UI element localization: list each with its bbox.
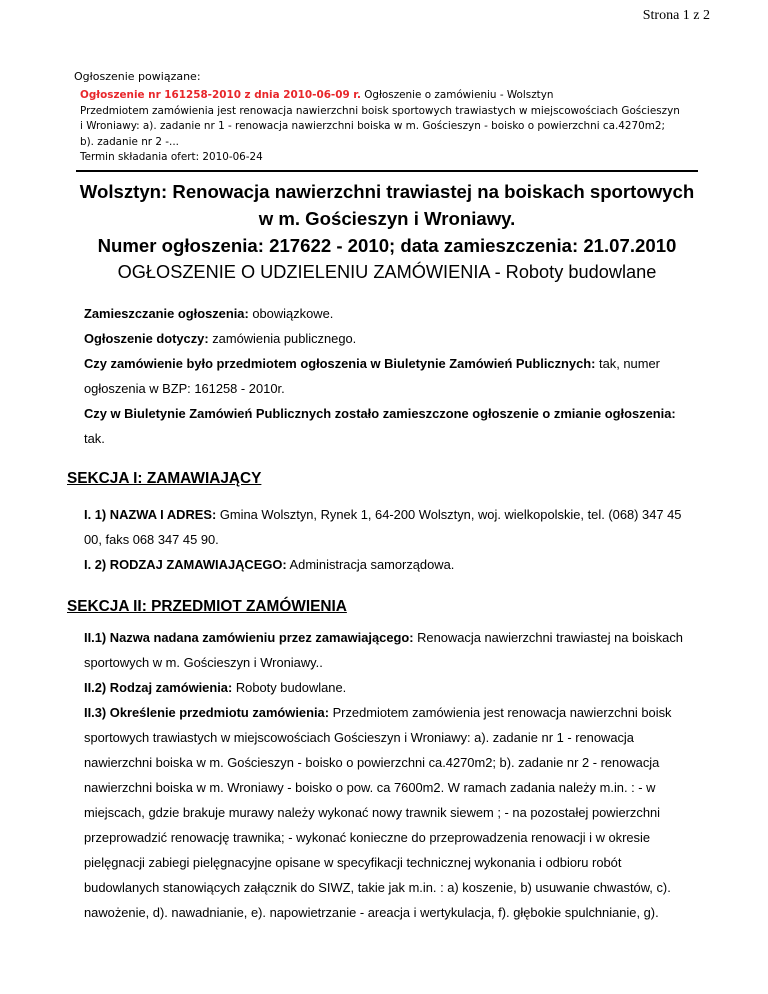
field-publication [84,301,694,326]
section-heading-subject: SEKCJA II: PRZEDMIOT ZAMÓWIENIA [67,598,347,615]
subject-text-line: miejscach, gdzie brakuje murawy należy wykonać nowy trawnik siewem ; - na pozostałej powierzchni [84,805,661,820]
field-label: I. 1) NAZWA I ADRES: [84,507,217,522]
field-change-notice-value: tak. [84,431,105,446]
section2-fields [84,625,696,925]
related-notice-label: Ogłoszenie powiązane: [74,70,201,83]
field-name-address [84,502,694,527]
field-value: zamówienia publicznego. [208,331,357,346]
notice-title-line: w m. Gościeszyn i Wroniawy. [258,208,516,229]
field-change-notice-label: Czy w Biuletynie Zamówień Publicznych zostało zamieszczone ogłoszenie o zmianie ogłoszenia: [84,406,676,421]
related-notice-box [80,88,692,166]
field-value: Przedmiotem zamówienia jest renowacja nawierzchni boisk [329,705,672,720]
related-notice-title: Ogłoszenie o zamówieniu - Wolsztyn [360,89,554,101]
page-number-header: Strona 1 z 2 [642,8,710,23]
subject-text-line: nawożenie, d). nawadnianie, e). napowietrzanie - areacja i wertykulacja, f). głębokie spulchnianie, g). [84,905,659,920]
field-concerns [84,326,694,351]
related-notice-deadline: Termin składania ofert: 2010-06-24 [80,151,263,164]
related-notice-link[interactable]: Ogłoszenie nr 161258-2010 z dnia 2010-06-09 r. [80,89,361,101]
intro-fields [84,301,694,451]
field-value: Roboty budowlane. [232,680,347,695]
field-contract-name [84,625,696,650]
field-bzp-number: ogłoszenia w BZP: 161258 - 2010r. [84,381,285,396]
field-label: II.3) Określenie przedmiotu zamówienia: [84,705,329,720]
related-notice-line: i Wroniawy: a). zadanie nr 1 - renowacja nawierzchni boiska w m. Gościeszyn - boisko o powierzchni ca.4270m2; [80,120,665,133]
field-label: II.2) Rodzaj zamówienia: [84,680,233,695]
field-value: Gmina Wolsztyn, Rynek 1, 64-200 Wolsztyn, woj. wielkopolskie, tel. (068) 347 45 [216,507,682,522]
notice-number: Numer ogłoszenia: 217622 - 2010; data zamieszczenia: 21.07.2010 [97,235,677,256]
subject-text-line: pielęgnacji zabiegi pielęgnacyjne opisane w specyfikacji technicznej wykonania i odbioru robót [84,855,622,870]
field-contract-subject [84,700,696,725]
field-label: Ogłoszenie dotyczy: [84,331,209,346]
subject-text-line: przeprowadzić renowację trawnika; - wykonać konieczne do przeprowadzenia renowacji i w okresie [84,830,651,845]
section1-fields [84,502,694,577]
subject-text-line: budowlanych stanowiących załącznik do SIWZ, takie jak m.in. : a) koszenie, b) usuwanie chwastów, c). [84,880,671,895]
field-label: Zamieszczanie ogłoszenia: [84,306,249,321]
field-authority-type [84,552,694,577]
field-label: Czy zamówienie było przedmiotem ogłoszenia w Biuletynie Zamówień Publicznych: [84,356,596,371]
field-contract-name-cont: sportowych w m. Gościeszyn i Wroniawy.. [84,655,323,670]
related-notice-line: Przedmiotem zamówienia jest renowacja nawierzchni boisk sportowych trawiastych w miejscowościach Gościeszyn [80,104,680,117]
field-label: II.1) Nazwa nadana zamówieniu przez zamawiającego: [84,630,414,645]
field-value: Renowacja nawierzchni trawiastej na boiskach [413,630,683,645]
field-bzp-notice [84,351,694,376]
related-notice-line: b). zadanie nr 2 -... [80,135,179,148]
section-heading-contracting-authority: SEKCJA I: ZAMAWIAJĄCY [67,470,262,487]
field-label: I. 2) RODZAJ ZAMAWIAJĄCEGO: [84,557,287,572]
notice-title-line: Wolsztyn: Renowacja nawierzchni trawiastej na boiskach sportowych [79,181,695,202]
field-value: Administracja samorządowa. [286,557,455,572]
field-contract-type [84,675,696,700]
subject-text-line: nawierzchni boiska w m. Wroniawy - boisko o pow. ca 7600m2. W ramach zadania należy m.in. : - w [84,780,656,795]
related-notice-line [80,88,692,104]
subject-text-line: nawierzchni boiska w m. Gościeszyn - boisko o powierzchni ca.4270m2; b). zadanie nr 2 - renowacja [84,755,660,770]
notice-type: OGŁOSZENIE O UDZIELENIU ZAMÓWIENIA - Roboty budowlane [117,262,657,282]
field-fax: 00, faks 068 347 45 90. [84,532,219,547]
field-value: tak, numer [595,356,660,371]
horizontal-divider [76,170,698,172]
field-value: obowiązkowe. [248,306,334,321]
notice-title-block [76,178,698,286]
subject-text-line: sportowych trawiastych w miejscowościach Gościeszyn i Wroniawy: a). zadanie nr 1 - renowacja [84,730,634,745]
